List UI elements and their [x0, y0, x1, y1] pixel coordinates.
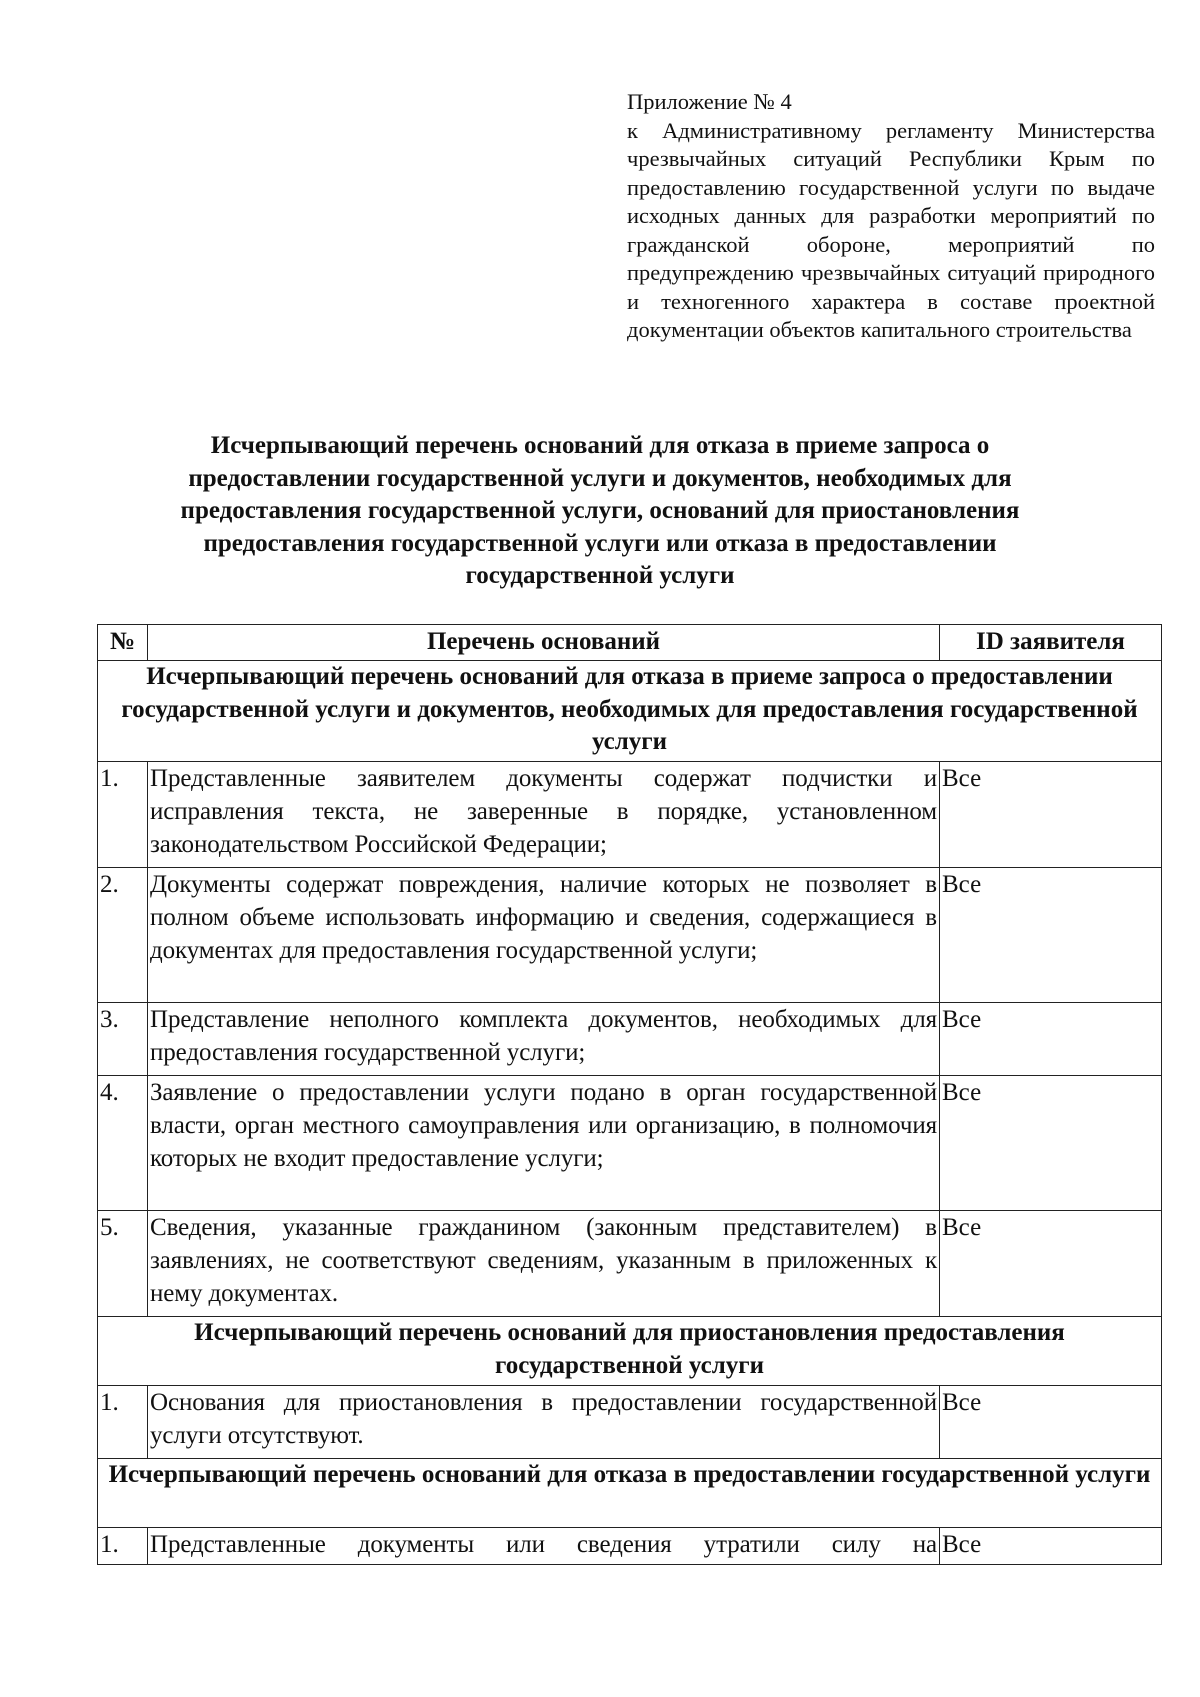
table-header-row: [98, 625, 1162, 661]
table-row: [98, 1386, 1162, 1459]
grounds-table: [97, 624, 1162, 1565]
row-text: Сведения, указанные гражданином (законным представителем) в заявлениях, не соответствуют сведениям, указанным в приложенных к нему документах.: [148, 1211, 940, 1317]
row-text: Представление неполного комплекта документов, необходимых для предоставления государственной услуги;: [148, 1003, 940, 1076]
section-title-refusal-service: Исчерпывающий перечень оснований для отказа в предоставлении государственной услуги: [98, 1459, 1162, 1528]
header-num: №: [98, 625, 148, 661]
row-text: Заявление о предоставлении услуги подано в орган государственной власти, орган местного самоуправления или организацию, в полномочия которых не входит предоставление услуги;: [148, 1076, 940, 1211]
document-title: Исчерпывающий перечень оснований для отказа в приеме запроса о предоставлении государственной услуги и документов, необходимых для предоставления государственной услуги, оснований для приостановления предоставления государственной услуги или отказа в предоставлении государственной услуги: [180, 432, 1020, 589]
table-row: [98, 762, 1162, 868]
row-num: 1.: [98, 762, 148, 868]
row-applicant-id: Все: [940, 1003, 1162, 1076]
row-applicant-id: Все: [940, 1211, 1162, 1317]
header-grounds: Перечень оснований: [148, 625, 940, 661]
row-num: 1.: [98, 1386, 148, 1459]
row-num: 5.: [98, 1211, 148, 1317]
row-applicant-id: Все: [940, 1528, 1162, 1565]
section-title-refusal-acceptance: Исчерпывающий перечень оснований для отказа в приеме запроса о предоставлении государственной услуги и документов, необходимых для предоставления государственной услуги: [98, 661, 1162, 762]
row-text: Документы содержат повреждения, наличие которых не позволяет в полном объеме использовать информацию и сведения, содержащиеся в документах для предоставления государственной услуги;: [148, 868, 940, 1003]
section-row: [98, 1459, 1162, 1528]
section-title-suspension: Исчерпывающий перечень оснований для приостановления предоставления государственной услуги: [98, 1317, 1162, 1386]
header-applicant-id: ID заявителя: [940, 625, 1162, 661]
appendix-block: [627, 88, 1155, 345]
section-row: [98, 1317, 1162, 1386]
row-num: 3.: [98, 1003, 148, 1076]
row-num: 2.: [98, 868, 148, 1003]
row-applicant-id: Все: [940, 1076, 1162, 1211]
table-row: [98, 1211, 1162, 1317]
row-applicant-id: Все: [940, 868, 1162, 1003]
row-applicant-id: Все: [940, 762, 1162, 868]
appendix-body: к Административному регламенту Министерства чрезвычайных ситуаций Республики Крым по предоставлению государственной услуги по выдаче исходных данных для разработки мероприятий по гражданской обороне, мероприятий по предупреждению чрезвычайных ситуаций природного и техногенного характера в составе проектной документации объектов капитального строительства: [627, 117, 1155, 342]
row-applicant-id: Все: [940, 1386, 1162, 1459]
table-row: [98, 1003, 1162, 1076]
row-text: Представленные заявителем документы содержат подчистки и исправления текста, не заверенные в порядке, установленном законодательством Российской Федерации;: [148, 762, 940, 868]
row-num: 1.: [98, 1528, 148, 1565]
table-row: [98, 1076, 1162, 1211]
table-row: [98, 1528, 1162, 1565]
appendix-title: Приложение № 4: [627, 89, 792, 114]
row-text: Представленные документы или сведения утратили силу на: [148, 1528, 940, 1565]
section-row: [98, 661, 1162, 762]
row-text: Основания для приостановления в предоставлении государственной услуги отсутствуют.: [148, 1386, 940, 1459]
table-row: [98, 868, 1162, 1003]
row-num: 4.: [98, 1076, 148, 1211]
